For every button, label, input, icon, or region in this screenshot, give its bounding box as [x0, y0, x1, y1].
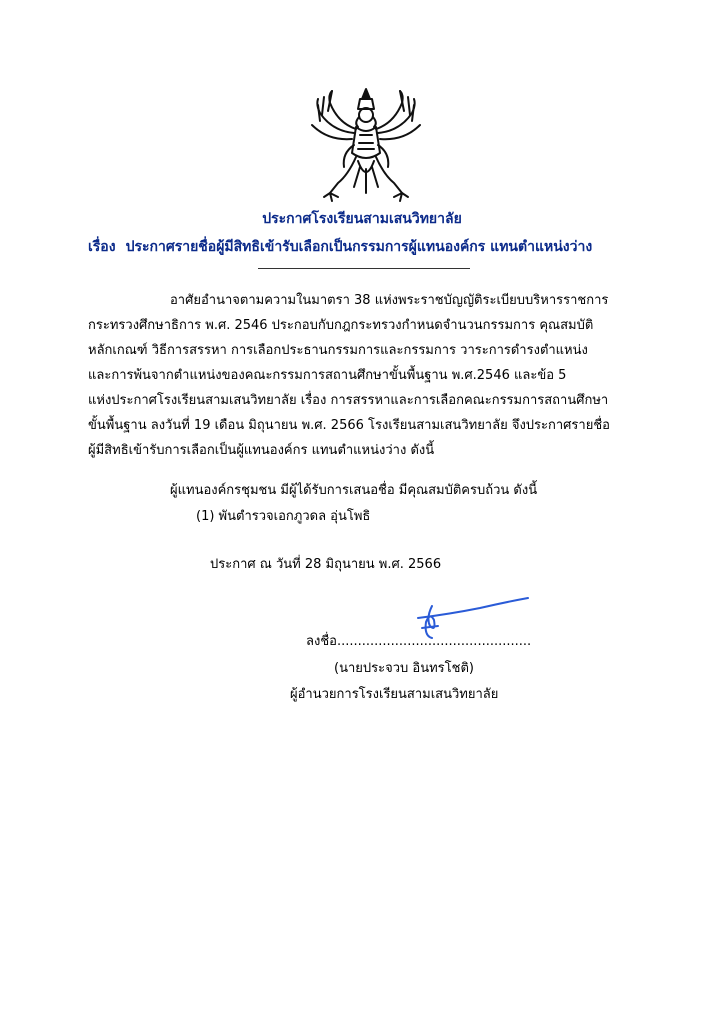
- nominee-heading: ผู้แทนองค์กรชุมชน มีผู้ได้รับการเสนอชื่อ มีคุณสมบัติครบถ้วน ดังนี้: [170, 483, 538, 498]
- nominee-item: (1) พันตำรวจเอกภูวดล อุ่นโพธิ: [196, 509, 371, 524]
- title-divider: [258, 268, 470, 269]
- paragraph-line: ขั้นพื้นฐาน ลงวันที่ 19 เดือน มิถุนายน พ.ศ. 2566 โรงเรียนสามเสนวิทยาลัย จึงประกาศรายชื่อ: [88, 418, 610, 433]
- announcement-subject: [88, 236, 688, 258]
- paragraph-line: ผู้มีสิทธิเข้ารับการเลือกเป็นผู้แทนองค์กร แทนตำแหน่งว่าง ดังนี้: [88, 443, 435, 458]
- paragraph-line: อาศัยอำนาจตามความในมาตรา 38 แห่งพระราชบัญญัติระเบียบบริหารราชการ: [170, 293, 609, 308]
- paragraph-line: หลักเกณฑ์ วิธีการสรรหา การเลือกประธานกรรมการและกรรมการ วาระการดำรงตำแหน่ง: [88, 343, 588, 358]
- signer-position: ผู้อำนวยการโรงเรียนสามเสนวิทยาลัย: [290, 687, 499, 702]
- paragraph-line: แห่งประกาศโรงเรียนสามเสนวิทยาลัย เรื่อง การสรรหาและการเลือกคณะกรรมการสถานศึกษา: [88, 393, 609, 408]
- paragraph-line: กระทรวงศึกษาธิการ พ.ศ. 2546 ประกอบกับกฎกระทรวงกำหนดจำนวนกรรมการ คุณสมบัติ: [88, 318, 594, 333]
- garuda-emblem-icon: [302, 83, 430, 211]
- subject-label: เรื่อง: [88, 239, 116, 255]
- announcement-title: ประกาศโรงเรียนสามเสนวิทยาลัย: [262, 211, 462, 227]
- paragraph-line: และการพ้นจากตำแหน่งของคณะกรรมการสถานศึกษาขั้นพื้นฐาน พ.ศ.2546 และข้อ 5: [88, 368, 567, 383]
- signer-name: (นายประจวบ อินทรโชติ): [334, 661, 474, 676]
- announce-date: ประกาศ ณ วันที่ 28 มิถุนายน พ.ศ. 2566: [210, 557, 442, 572]
- subject-text: ประกาศรายชื่อผู้มีสิทธิเข้ารับเลือกเป็นกรรมการผู้แทนองค์กร แทนตำแหน่งว่าง: [125, 239, 593, 255]
- signature-line: ลงชื่อ...............................................: [306, 634, 532, 649]
